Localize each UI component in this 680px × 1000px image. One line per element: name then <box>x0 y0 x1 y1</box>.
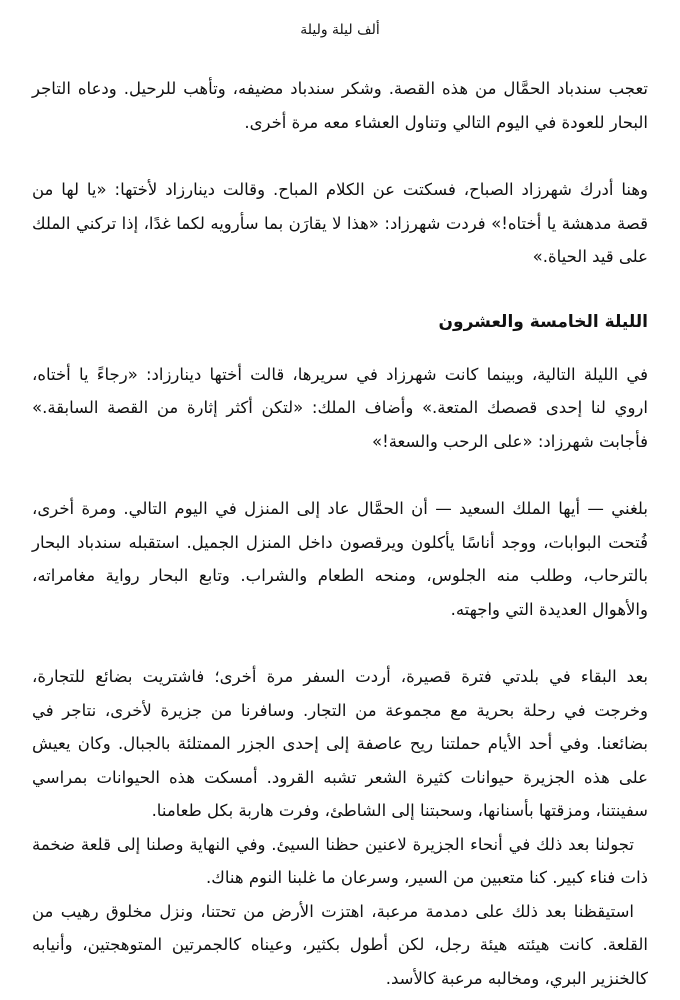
chapter-heading: الليلة الخامسة والعشرون <box>438 311 648 332</box>
paragraph-6: تجولنا بعد ذلك في أنحاء الجزيرة لاعنين حظنا السيئ. وفي النهاية وصلنا إلى قلعة ضخمة ذات فناء كبير. كنا متعبين من السير، وسرعان ما غلبنا النوم هناك. <box>32 834 648 887</box>
paragraph-7: استيقظنا بعد ذلك على دمدمة مرعبة، اهتزت الأرض من تحتنا، ونزل مخلوق رهيب من القلعة. كانت هيئته هيئة رجل، لكن أطول بكثير، وعيناه كالجمرتين المتوهجتين، وأنيابه كالخنزير البري، ومخالبه مرعبة كالأسد. <box>32 901 648 988</box>
paragraph-5: بعد البقاء في بلدتي فترة قصيرة، أردت السفر مرة أخرى؛ فاشتريت بضائع للتجارة، وخرجت في رحلة بحرية مع مجموعة من التجار. وسافرنا من جزيرة لأخرى، نتاجر في بضائعنا. وفي أحد الأيام حملتنا ريح عاصفة إلى إحدى الجزر الممتلئة بالجبال. وكان يعيش على هذه الجزيرة حيوانات كثيرة الشعر تشبه القرود. أمسكت هذه الحيوانات بمراسي سفينتنا، ومزقتها بأسنانها، وسحبتنا إلى الشاطئ، وفرت هاربة بكل طعامنا. <box>32 667 648 820</box>
paragraph-3: في الليلة التالية، وبينما كانت شهرزاد في سريرها، قالت أختها دينارزاد: «رجاءً يا أختاه، اروي لنا إحدى قصصك المتعة.» وأضاف الملك: «لتكن أكثر إثارة من القصة السابقة.» فأجابت شهرزاد: «على الرحب والسعة!» <box>32 364 648 451</box>
paragraph-1: تعجب سندباد الحمَّال من هذه القصة. وشكر سندباد مضيفه، وتأهب للرحيل. ودعاه التاجر البحار للعودة في اليوم التالي وتناول العشاء معه مرة أخرى. <box>32 79 648 132</box>
paragraph-2: وهنا أدرك شهرزاد الصباح، فسكتت عن الكلام المباح. وقالت دينارزاد لأختها: «يا لها من قصة مدهشة يا أختاه!» فردت شهرزاد: «هذا لا يقارَن بما سأرويه لكما غدًا، إذا تركني الملك على قيد الحياة.» <box>32 180 648 266</box>
paragraph-4: بلغني — أيها الملك السعيد — أن الحمَّال عاد إلى المنزل في اليوم التالي. ومرة أخرى، فُتحت البوابات، ووجد أناسًا يأكلون ويرقصون داخل المنزل الجميل. استقبله سندباد البحار بالترحاب، وطلب منه الجلوس، ومنحه الطعام والشراب. وتابع البحار رواية مغامراته، والأهوال العديدة التي واجهته. <box>32 499 648 619</box>
running-header-title: ألف ليلة وليلة <box>300 22 380 38</box>
page-body <box>32 72 648 995</box>
